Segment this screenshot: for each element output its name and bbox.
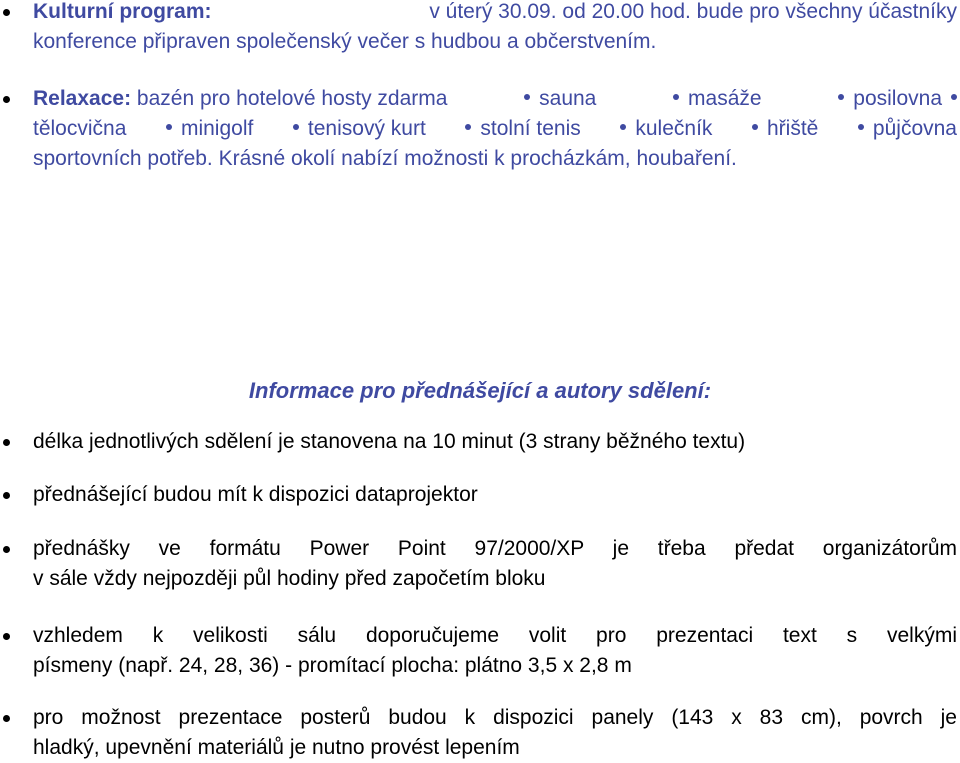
info-item-line	[33, 621, 957, 651]
separator-dot-icon	[166, 124, 172, 130]
kulturni-line-1	[33, 0, 957, 27]
info-item-line: délka jednotlivých sdělení je stanovena na 10 minut (3 strany běžného textu)	[33, 430, 746, 453]
separator-dot-icon	[673, 94, 679, 100]
bullet-icon	[3, 9, 10, 16]
info-item-line: v sále vždy nejpozději půl hodiny před započetím bloku	[33, 567, 546, 590]
kulturni-label: Kulturní program:	[33, 0, 212, 23]
relaxace-line-3: sportovních potřeb. Krásné okolí nabízí možnosti k procházkám, houbaření.	[33, 147, 737, 170]
bullet-icon	[3, 492, 10, 499]
info-item-line: přednášející budou mít k dispozici dataprojektor	[33, 483, 478, 506]
info-item-line-text: přednášky ve formátu Power Point 97/2000/XP je třeba předat organizátorům	[33, 537, 957, 560]
bullet-icon	[3, 715, 10, 722]
kulturni-line1-rest: v úterý 30.09. od 20.00 hod. bude pro všechny účastníky	[429, 0, 957, 23]
info-item-line	[33, 703, 957, 733]
relaxace-item-masaze: masáže	[688, 87, 762, 110]
relaxace-item-sauna: sauna	[539, 87, 597, 110]
relaxace-item-tenis: tenisový kurt	[307, 117, 426, 140]
relaxace-item-pujcovna: půjčovna	[872, 117, 957, 140]
separator-dot-icon	[858, 124, 864, 130]
relaxace-item-hriste: hřiště	[766, 117, 819, 140]
bullet-icon	[3, 439, 10, 446]
relaxace-item-posilovna: posilovna	[853, 87, 942, 110]
relaxace-item-bazen: bazén pro hotelové hosty zdarma	[136, 87, 448, 110]
kulturni-line-2: konference připraven společenský večer s hudbou a občerstvením.	[33, 30, 657, 53]
info-item-line: písmeny (např. 24, 28, 36) - promítací plocha: plátno 3,5 x 2,8 m	[33, 654, 632, 677]
info-item-line-text: pro možnost prezentace posterů budou k dispozici panely (143 x 83 cm), povrch je	[33, 706, 957, 729]
relaxace-item-kulecnik: kulečník	[635, 117, 713, 140]
relaxace-line-2	[33, 114, 957, 144]
separator-dot-icon	[620, 124, 626, 130]
separator-dot-icon	[951, 94, 957, 100]
info-heading: Informace pro přednášející a autory sdělení:	[248, 378, 712, 403]
relaxace-item-stolni-tenis: stolní tenis	[480, 117, 581, 140]
info-item-line-text: vzhledem k velikosti sálu doporučujeme volit pro prezentaci text s velkými	[33, 624, 957, 647]
info-item-line	[33, 534, 957, 564]
relaxace-item-minigolf: minigolf	[180, 117, 254, 140]
bullet-icon	[3, 633, 10, 640]
separator-dot-icon	[465, 124, 471, 130]
separator-dot-icon	[752, 124, 758, 130]
relaxace-item-telocvicna: tělocvična	[33, 117, 127, 140]
relaxace-line-1	[33, 84, 957, 114]
separator-dot-icon	[524, 94, 530, 100]
separator-dot-icon	[838, 94, 844, 100]
separator-dot-icon	[293, 124, 299, 130]
info-item-line: hladký, upevnění materiálů je nutno provést lepením	[33, 736, 520, 759]
relaxace-label: Relaxace:	[33, 87, 132, 110]
bullet-icon	[3, 546, 10, 553]
bullet-icon	[3, 96, 10, 103]
